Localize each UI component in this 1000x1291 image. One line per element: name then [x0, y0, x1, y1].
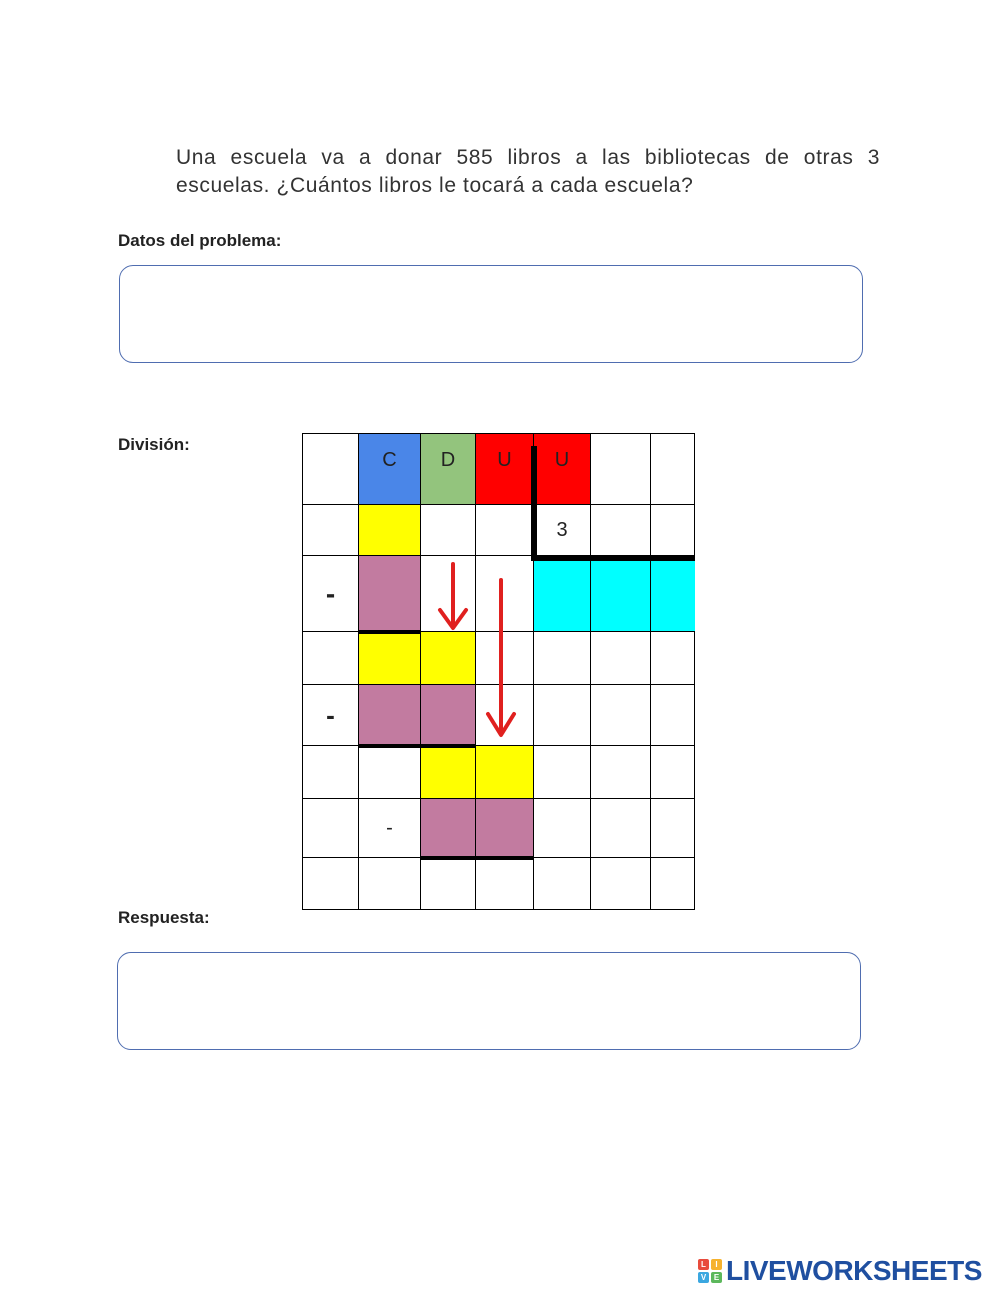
answer-box[interactable] [117, 952, 861, 1050]
bring-down-arrow-1 [440, 564, 466, 628]
minus-sign-1: - [303, 556, 359, 632]
division-section-label: División: [118, 435, 190, 454]
bring-down-arrow-2 [488, 580, 514, 735]
liveworksheets-logo [698, 1255, 982, 1286]
logo-mark-e: E [711, 1272, 722, 1283]
data-input[interactable] [120, 266, 862, 362]
divisor-cell: 3 [534, 505, 591, 556]
header-decenas: D [421, 434, 476, 505]
minus-sign-2: - [303, 685, 359, 746]
logo-mark-v: V [698, 1272, 709, 1283]
answer-section-label: Respuesta: [118, 908, 210, 927]
logo-mark-l: L [698, 1259, 709, 1270]
logo-mark-i: I [711, 1259, 722, 1270]
logo-mark-icon [698, 1259, 722, 1283]
division-grid [302, 433, 695, 910]
data-answer-box[interactable] [119, 265, 863, 363]
header-unidades-divisor: U [534, 434, 591, 505]
logo-text: LIVEWORKSHEETS [726, 1255, 982, 1286]
header-unidades: U [476, 434, 534, 505]
answer-input[interactable] [118, 953, 860, 1049]
header-centenas: C [359, 434, 421, 505]
arrows-layer [303, 434, 696, 911]
data-section-label: Datos del problema: [118, 231, 282, 250]
problem-statement: Una escuela va a donar 585 libros a las bibliotecas de otras 3 escuelas. ¿Cuántos libros le tocará a cada escuela? [176, 146, 880, 197]
minus-sign-3: - [359, 799, 421, 858]
